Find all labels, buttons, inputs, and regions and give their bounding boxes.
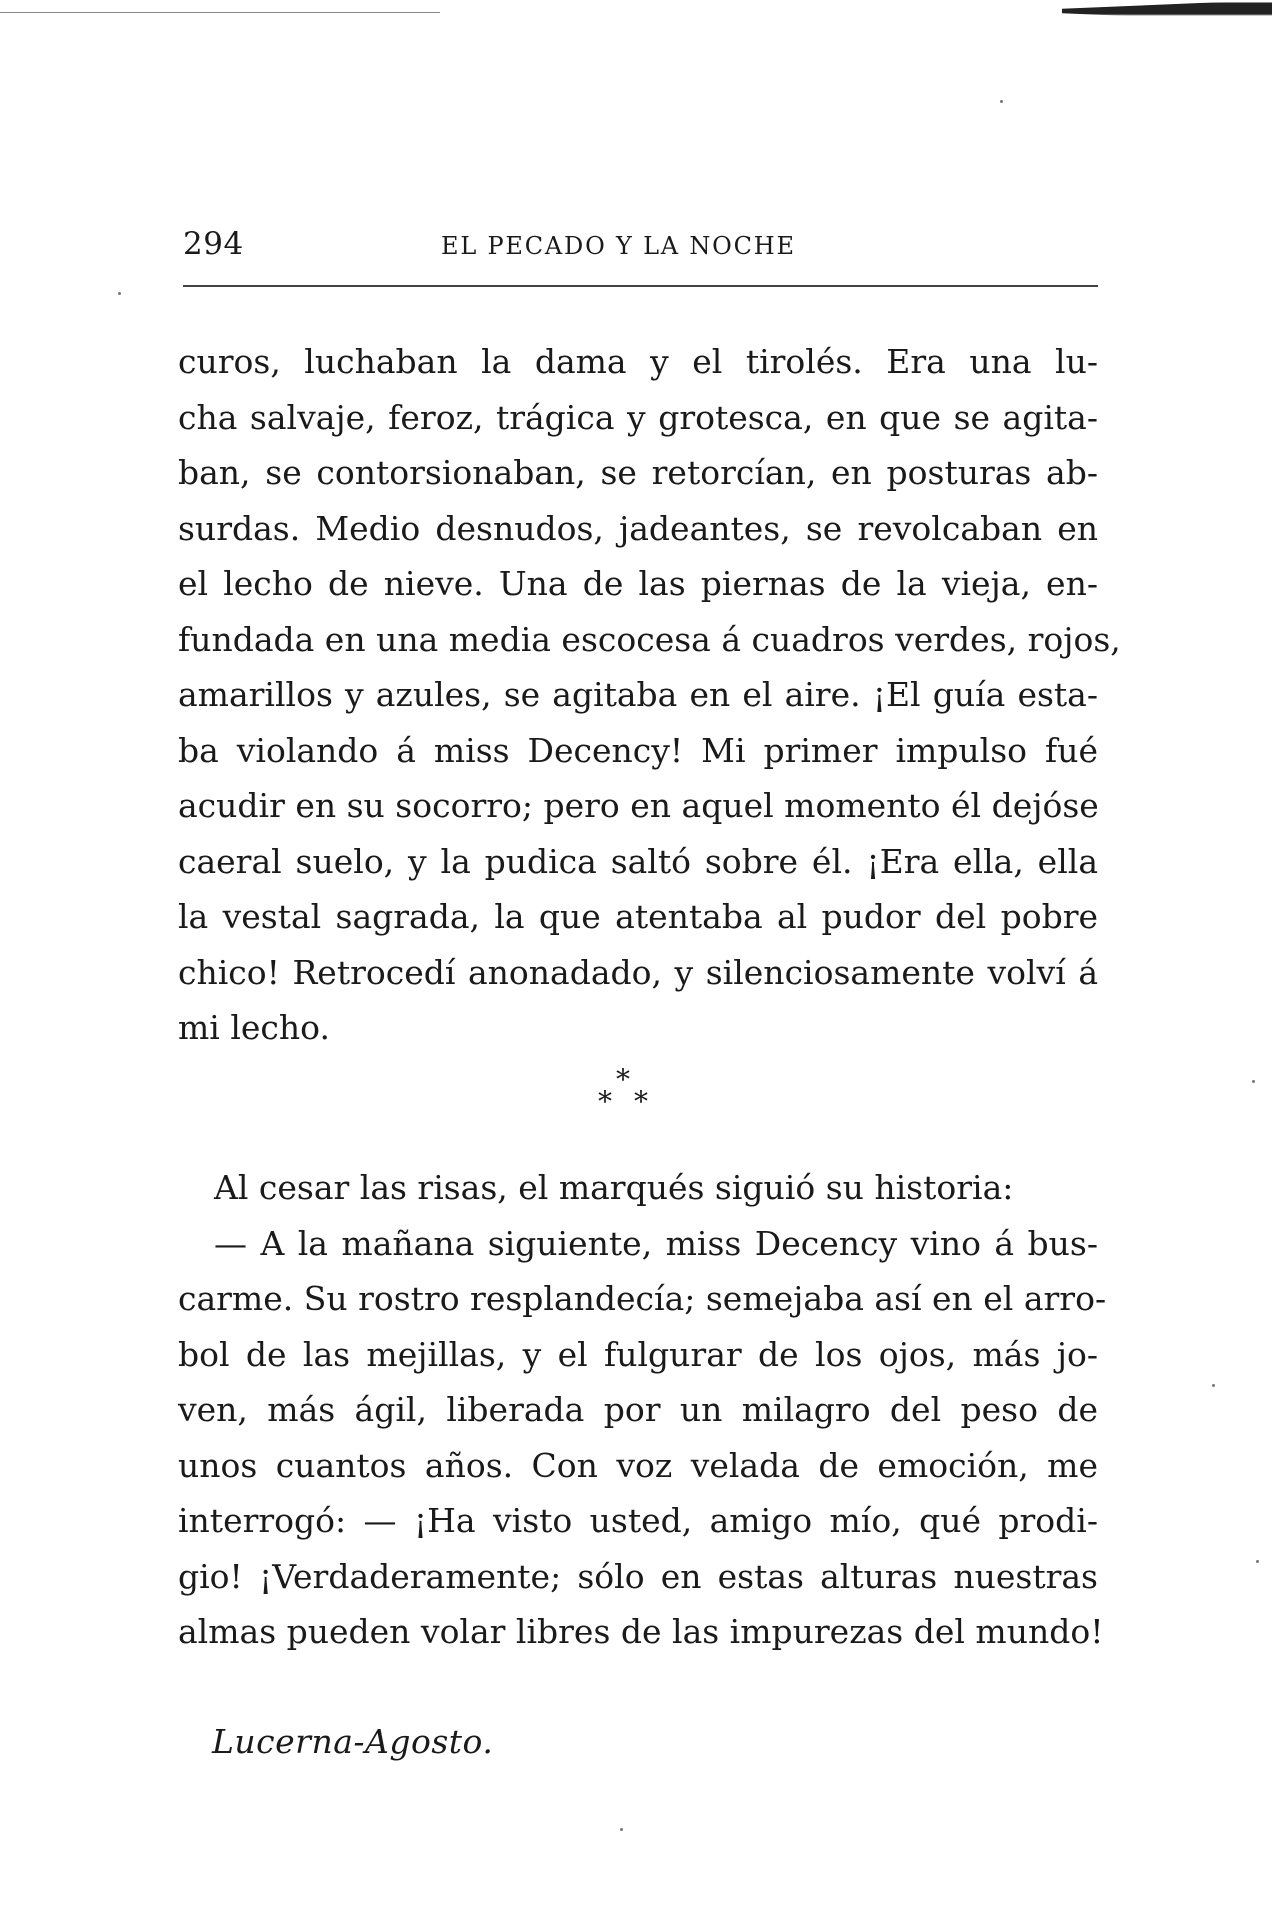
- text-line: acudir en su socorro; pero en aquel momento él dejóse: [178, 786, 1099, 825]
- text-line: la vestal sagrada, la que atentaba al pudor del pobre: [178, 897, 1098, 936]
- text-line: ba violando á miss Decency! Mi primer impulso fué: [178, 730, 1098, 770]
- body-text-part-1: [178, 334, 1121, 1056]
- text-line: curos, luchaban la dama y el tirolés. Era una lu-: [178, 342, 1098, 381]
- text-line: — A la mañana siguiente, miss Decency vino á bus-: [214, 1223, 1098, 1263]
- text-line: carme. Su rostro resplandecía; semejaba así en el arro-: [178, 1279, 1107, 1318]
- text-line: caeral suelo, y la pudica saltó sobre él. ¡Era ella, ella: [178, 841, 1098, 881]
- place-date-signature: Lucerna-Agosto.: [212, 1722, 494, 1761]
- running-head: EL PECADO Y LA NOCHE: [441, 232, 796, 260]
- text-line: bol de las mejillas, y el fulgurar de los ojos, más jo-: [178, 1334, 1098, 1374]
- text-line: Al cesar las risas, el marqués siguió su historia:: [214, 1168, 1014, 1207]
- scan-speck: [1256, 1560, 1259, 1563]
- header-rule: [183, 285, 1098, 287]
- section-break-asterism: [598, 1063, 658, 1126]
- text-line: amarillos y azules, se agitaba en el aire. ¡El guía esta-: [178, 675, 1098, 714]
- scan-speck: [1000, 100, 1003, 103]
- text-line: ven, más ágil, liberada por un milagro del peso de: [178, 1390, 1098, 1429]
- asterism-star: *: [616, 1063, 630, 1096]
- text-line: fundada en una media escocesa á cuadros verdes, rojos,: [178, 619, 1121, 659]
- scan-edge-mark: [1062, 0, 1272, 22]
- text-line: surdas. Medio desnudos, jadeantes, se revolcaban en: [178, 508, 1098, 548]
- text-line: chico! Retrocedí anonadado, y silenciosamente volví á: [178, 952, 1098, 992]
- scan-speck: [1252, 1080, 1255, 1083]
- page-header: [183, 222, 1098, 278]
- scan-speck: [118, 292, 121, 295]
- scan-edge-rule: [0, 12, 440, 13]
- text-line: unos cuantos años. Con voz velada de emoción, me: [178, 1445, 1098, 1485]
- body-text-part-2: [178, 1160, 1107, 1660]
- text-line: interrogó: — ¡Ha visto usted, amigo mío, qué prodi-: [178, 1501, 1098, 1540]
- text-line: ban, se contorsionaban, se retorcían, en posturas ab-: [178, 453, 1098, 492]
- scan-speck: [1212, 1384, 1215, 1387]
- page-number: 294: [183, 226, 244, 262]
- text-line: el lecho de nieve. Una de las piernas de la vieja, en-: [178, 564, 1098, 603]
- text-line: mi lecho.: [178, 1008, 330, 1047]
- text-line: almas pueden volar libres de las impurezas del mundo!: [178, 1612, 1104, 1651]
- text-line: cha salvaje, feroz, trágica y grotesca, en que se agita-: [178, 397, 1098, 437]
- asterism-star: *: [634, 1085, 648, 1118]
- asterism-star: *: [598, 1085, 612, 1118]
- scan-speck: [620, 1828, 623, 1831]
- text-line: gio! ¡Verdaderamente; sólo en estas alturas nuestras: [178, 1556, 1098, 1596]
